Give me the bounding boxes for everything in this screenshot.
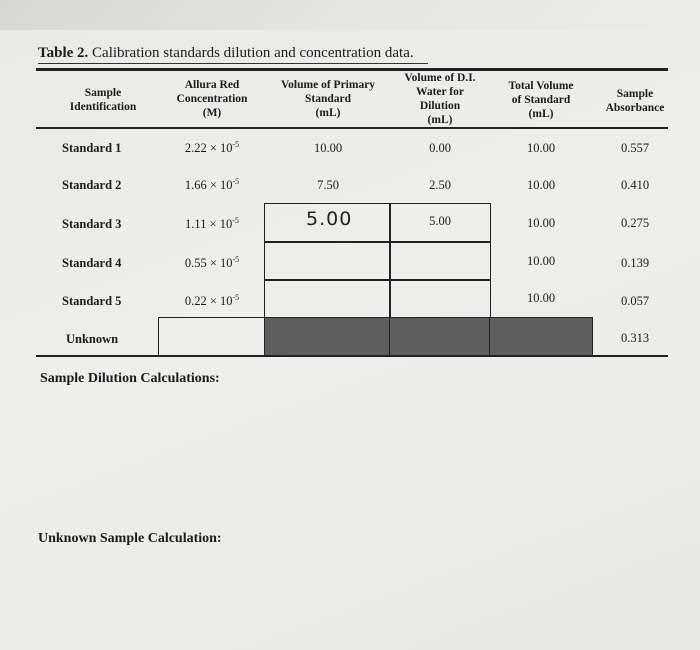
conc-standard-3: $1.11 \times 10^{-5}$ [185,215,239,231]
cell-vol-primary-standard-5[interactable] [264,279,391,319]
conc-standard-4: $0.55 \times 10^{-5}$ [184,254,240,270]
table-header-rule [36,127,668,129]
row-label-standard-1: Standard 1 [62,141,122,155]
total-standard-2: 10.00 [526,178,556,192]
table-title: Calibration standards dilution and concentration data. [88,45,414,61]
vol-water-standard-1: 0.00 [429,141,451,155]
cell-vol-water-standard-4[interactable] [389,241,491,281]
total-standard-5: 10.00 [526,291,556,305]
header-total-volume: Total Volume of Standard (mL) [508,80,574,120]
conc-standard-1: $2.22 \times 10^{-5}$ [184,139,240,155]
header-sample-absorbance: Sample Absorbance [605,88,665,114]
conc-standard-2: $1.66 \times 10^{-5}$ [184,176,240,192]
absorbance-standard-5: 0.057 [620,294,650,308]
total-standard-3: 10.00 [526,216,556,230]
conc-standard-5: $0.22 \times 10^{-5}$ [184,292,240,308]
total-standard-4: 10.00 [526,254,556,268]
row-label-standard-3: Standard 3 [62,217,122,231]
vol-water-standard-3: 5.00 [429,214,451,228]
table-caption [38,45,414,62]
row-label-standard-2: Standard 2 [62,178,122,192]
header-volume-primary-standard: Volume of Primary Standard (mL) [280,79,376,119]
section-unknown-sample-calculation: Unknown Sample Calculation: [38,531,222,546]
shaded-cell-vol-water-unknown [389,317,491,357]
absorbance-standard-2: 0.410 [620,178,650,192]
absorbance-standard-1: 0.557 [620,141,650,155]
row-label-standard-4: Standard 4 [62,256,122,270]
cell-conc-unknown[interactable] [158,317,266,357]
total-standard-1: 10.00 [526,141,556,155]
vol-primary-standard-2: 7.50 [317,178,339,192]
caption-underline [38,63,428,64]
table-top-rule [36,68,668,71]
cell-vol-water-standard-5[interactable] [389,279,491,319]
cell-vol-primary-standard-4[interactable] [264,241,391,281]
absorbance-standard-3: 0.275 [620,216,650,230]
shaded-cell-total-unknown [489,317,593,357]
header-allura-red-concentration: Allura Red Concentration (M) [176,79,248,119]
row-label-standard-5: Standard 5 [62,294,122,308]
section-sample-dilution-calculations: Sample Dilution Calculations: [40,371,220,386]
header-sample-identification: Sample Identification [69,87,137,113]
table-bottom-rule [36,355,668,357]
shaded-cell-vol-primary-unknown [264,317,391,357]
absorbance-standard-4: 0.139 [620,256,650,270]
vol-water-standard-2: 2.50 [429,178,451,192]
handwritten-vol-primary-standard-3: 5.00 [306,208,353,230]
header-volume-di-water: Volume of D.I. Water for Dilution (mL) [404,72,476,126]
row-label-unknown: Unknown [66,332,119,346]
table-number: Table 2. [38,45,89,61]
absorbance-unknown: 0.313 [620,331,650,345]
vol-primary-standard-1: 10.00 [313,141,343,155]
